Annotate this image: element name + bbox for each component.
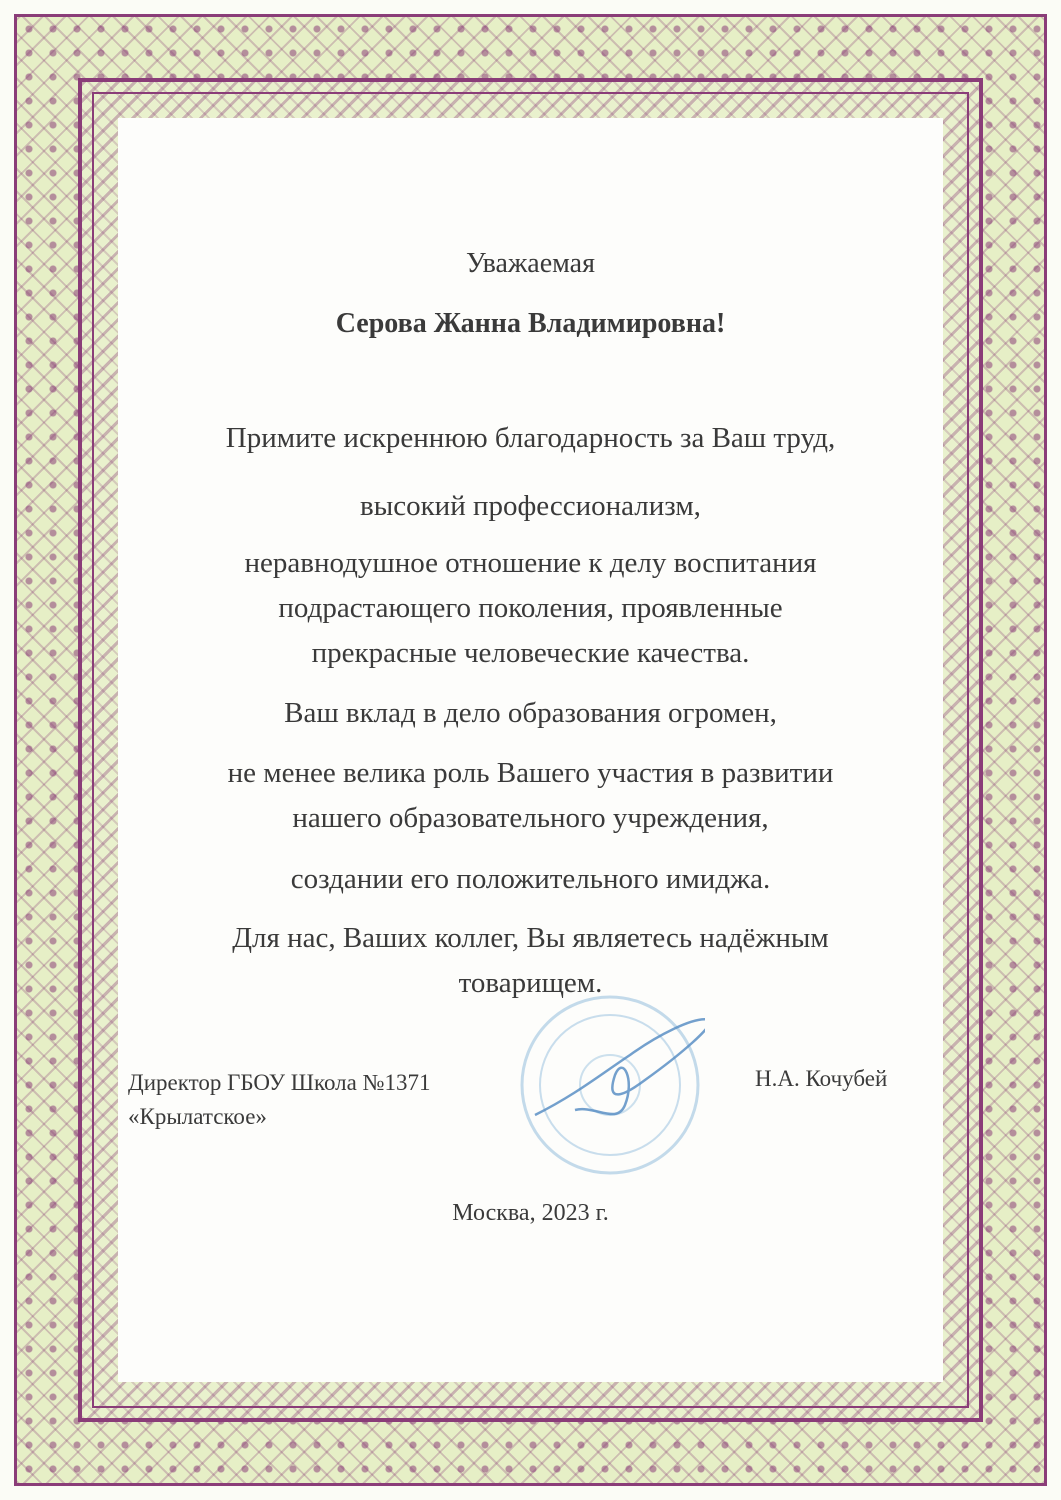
signer-name: Н.А. Кочубей: [755, 1066, 888, 1091]
body-line: нашего образовательного учреждения,: [292, 802, 769, 834]
body-line: Ваш вклад в дело образования огромен,: [284, 697, 777, 729]
body-line: прекрасные человеческие качества.: [311, 637, 750, 669]
body-line: товарищем.: [458, 967, 603, 999]
body-line: создании его положительного имиджа.: [290, 863, 771, 895]
body-line: подрастающего поколения, проявленные: [278, 592, 783, 624]
signatory-title: [128, 1066, 431, 1134]
official-stamp-and-signature: [505, 985, 705, 1185]
body-line: Для нас, Ваших коллег, Вы являетесь надёжным: [232, 922, 829, 954]
signatory-title-line2: «Крылатское»: [128, 1104, 267, 1129]
body-line: Примите искреннюю благодарность за Ваш труд,: [225, 422, 836, 454]
body-line: высокий профессионализм,: [360, 490, 701, 522]
greeting: Уважаемая: [466, 248, 595, 279]
signatory-title-line1: Директор ГБОУ Школа №1371: [128, 1070, 431, 1095]
body-line: не менее велика роль Вашего участия в развитии: [227, 757, 834, 789]
recipient-name: Серова Жанна Владимировна!: [335, 308, 726, 339]
place-date: Москва, 2023 г.: [452, 1200, 609, 1226]
body-line: неравнодушное отношение к делу воспитания: [244, 547, 817, 579]
